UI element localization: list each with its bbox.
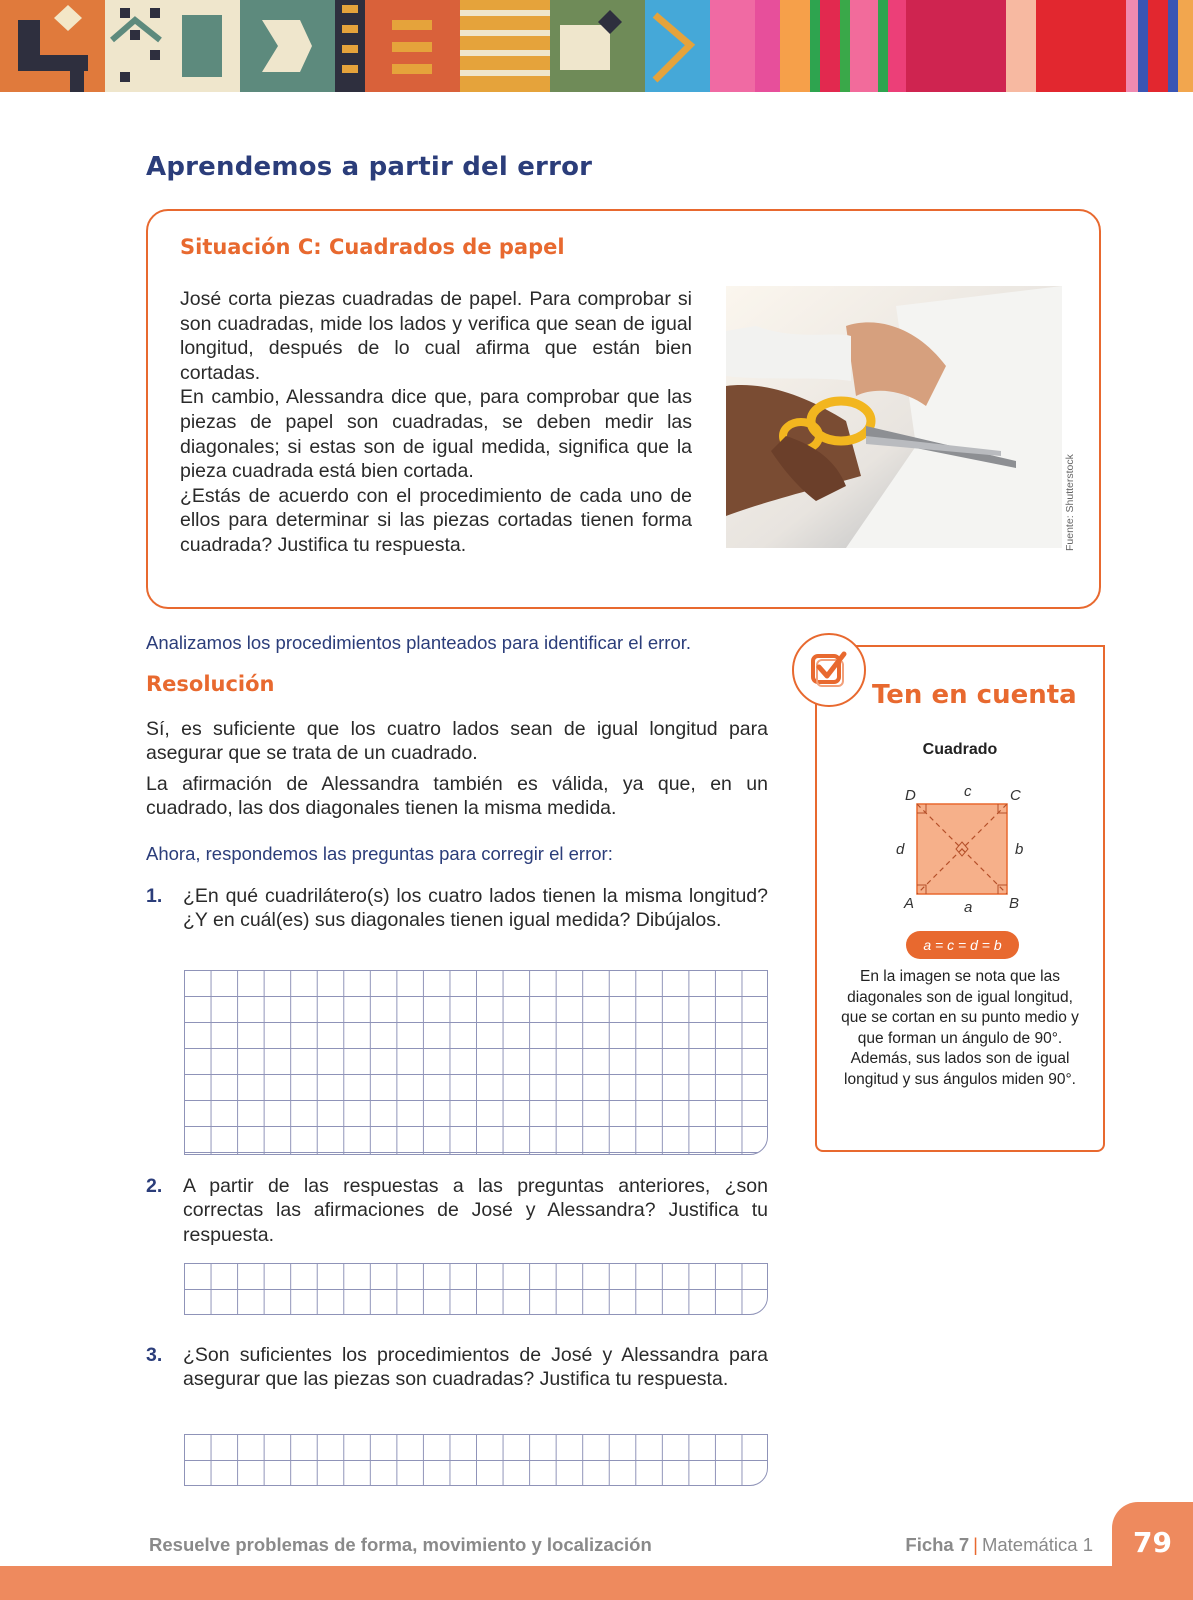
- question-3: [146, 1343, 768, 1392]
- footer-competency: Resuelve problemas de forma, movimiento y localización: [149, 1534, 652, 1555]
- situation-text: [180, 287, 692, 558]
- footer-book: Matemática 1: [981, 1534, 1093, 1555]
- resolution-paragraph: Sí, es suficiente que los cuatro lados sean de igual longitud para asegurar que se trata de un cuadrado.: [146, 718, 768, 765]
- scissors-cutting-paper-photo: [726, 286, 1062, 548]
- resolution-title: Resolución: [146, 672, 275, 696]
- footer-book-info: [905, 1534, 1093, 1556]
- vertex-label-a: A: [904, 895, 915, 912]
- situation-box: [146, 209, 1101, 609]
- footer-separator: |: [973, 1534, 978, 1555]
- equation-badge: a = c = d = b: [906, 931, 1019, 959]
- footer-strip: [0, 1566, 1193, 1600]
- side-label-b: b: [1015, 841, 1024, 858]
- situation-paragraph: José corta piezas cuadradas de papel. Para comprobar si son cuadradas, mide los lados y verifica que sean de igual longitud, después de lo cual afirma que están bien cortadas.: [180, 288, 692, 384]
- question-1: [146, 884, 768, 933]
- resolution-body: [146, 717, 768, 827]
- checklist-icon: [792, 633, 866, 707]
- analysis-intro: Analizamos los procedimientos planteados para identificar el error.: [146, 632, 692, 653]
- side-label-a: a: [964, 899, 973, 916]
- tip-title: Ten en cuenta: [872, 680, 1077, 710]
- question-text: ¿En qué cuadrilátero(s) los cuatro lados tienen la misma longitud? ¿Y en cuál(es) sus diagonales tienen igual medida? Dibújalos.: [183, 885, 768, 932]
- page-number: 79: [1133, 1526, 1172, 1559]
- question-number: 2.: [146, 1175, 163, 1197]
- question-2: [146, 1174, 768, 1247]
- question-text: ¿Son suficientes los procedimientos de José y Alessandra para asegurar que las piezas son cuadradas? Justifica tu respuesta.: [183, 1344, 768, 1391]
- footer-ficha: Ficha 7: [905, 1534, 970, 1555]
- situation-paragraph: ¿Estás de acuerdo con el procedimiento de cada uno de ellos para determinar si las piezas cortadas tienen forma cuadrada? Justifica tu respuesta.: [180, 484, 692, 556]
- question-text: A partir de las respuestas a las preguntas anteriores, ¿son correctas las afirmaciones de José y Alessandra? Justifica tu respuesta.: [183, 1175, 768, 1246]
- answer-grid-1[interactable]: [184, 970, 768, 1155]
- vertex-label-b: B: [1009, 895, 1020, 912]
- square-diagram: [880, 772, 1040, 922]
- section-title: Aprendemos a partir del error: [146, 152, 593, 182]
- vertex-label-c: C: [1010, 787, 1021, 804]
- banner-pattern-graphic: [0, 0, 1193, 92]
- vertex-label-d: D: [905, 787, 916, 804]
- tip-text: En la imagen se nota que las diagonales son de igual longitud, que se cortan en su punto medio y que forman un ángulo de 90°. Además, sus lados son de igual longitud y sus ángulos miden 90°.: [841, 968, 1079, 1088]
- situation-paragraph: En cambio, Alessandra dice que, para comprobar que las piezas de papel son cuadradas, se deben medir las diagonales; si estas son de igual medida, significa que la pieza cuadrada está bien cortada.: [180, 386, 692, 483]
- answer-grid-3[interactable]: [184, 1434, 768, 1486]
- answer-grid-2[interactable]: [184, 1263, 768, 1315]
- tip-subtitle: Cuadrado: [922, 741, 998, 758]
- situation-title: Situación C: Cuadrados de papel: [180, 235, 565, 259]
- textile-banner: [0, 0, 1193, 92]
- question-number: 3.: [146, 1344, 163, 1366]
- questions-intro: Ahora, respondemos las preguntas para corregir el error:: [146, 843, 613, 864]
- question-number: 1.: [146, 885, 163, 907]
- resolution-paragraph: La afirmación de Alessandra también es válida, ya que, en un cuadrado, las dos diagonales tienen la misma medida.: [146, 772, 768, 820]
- photo-credit: Fuente: Shutterstock: [1064, 454, 1076, 551]
- side-label-d: d: [896, 841, 905, 858]
- side-label-c: c: [964, 783, 972, 800]
